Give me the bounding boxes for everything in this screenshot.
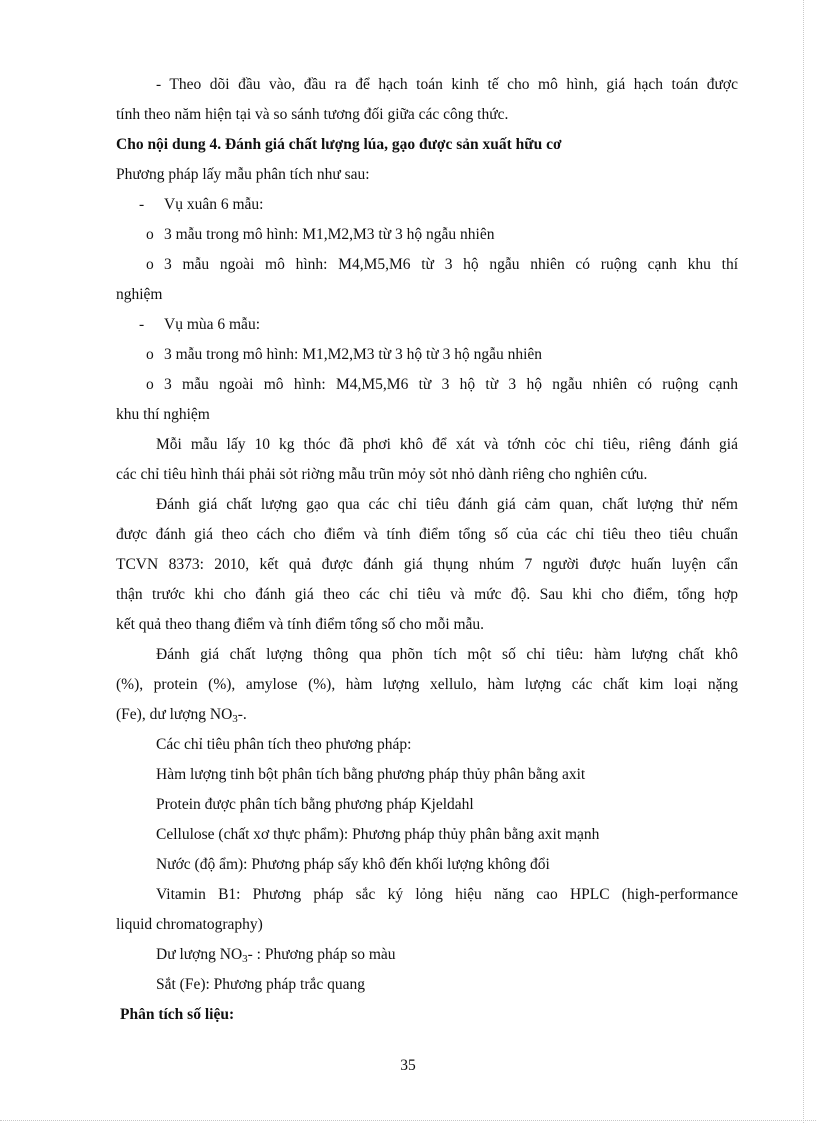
paragraph-line: Mỗi mẫu lấy 10 kg thóc đã phơi khô để xát và tớnh cỏc chỉ tiêu, riêng đánh giá (156, 436, 738, 453)
paragraph-line: các chỉ tiêu hình thái phải sỏt riờng mẫu trũn mỏy sỏt nhỏ dành riêng cho nghiên cứu. (116, 466, 648, 483)
paragraph-line: thận trước khi cho đánh giá theo các chỉ tiêu và mức độ. Sau khi cho điểm, tổng hợp (116, 586, 738, 603)
list-item-title: Vụ mùa 6 mẫu: (164, 316, 260, 333)
right-margin-rule (803, 0, 804, 1123)
text-run: Dư lượng NO (156, 946, 243, 963)
method-item: Cellulose (chất xơ thực phẩm): Phương pháp thủy phân bằng axit mạnh (156, 826, 600, 843)
method-item-continuation: liquid chromatography) (116, 916, 263, 933)
list-item: 3 mẫu trong mô hình: M1,M2,M3 từ 3 hộ từ 3 hộ ngẫu nhiên (164, 346, 543, 363)
paragraph-line: Các chỉ tiêu phân tích theo phương pháp: (156, 736, 412, 753)
list-item-continuation: nghiệm (116, 286, 163, 303)
method-item: Protein được phân tích bằng phương pháp Kjeldahl (156, 796, 474, 813)
paragraph-line: Đánh giá chất lượng gạo qua các chỉ tiêu đánh giá cảm quan, chất lượng thử nếm (156, 496, 738, 513)
list-item-title: Vụ xuân 6 mẫu: (164, 196, 264, 213)
bottom-margin-rule (0, 1120, 816, 1121)
paragraph-line: Đánh giá chất lượng thông qua phõn tích một số chỉ tiêu: hàm lượng chất khô (156, 646, 738, 663)
circle-bullet-icon: o (146, 346, 154, 363)
method-item: Vitamin B1: Phương pháp sắc ký lỏng hiệu năng cao HPLC (high-performance (156, 886, 738, 903)
paragraph-line: - Theo dõi đầu vào, đầu ra để hạch toán kinh tế cho mô hình, giá hạch toán được (156, 76, 738, 93)
circle-bullet-icon: o (146, 376, 154, 393)
dash-marker: - (139, 196, 145, 213)
paragraph-line: (%), protein (%), amylose (%), hàm lượng xellulo, hàm lượng các chất kim loại nặng (116, 676, 738, 693)
method-item (156, 945, 396, 965)
subscript: 3 (242, 953, 248, 965)
list-item: 3 mẫu trong mô hình: M1,M2,M3 từ 3 hộ ngẫu nhiên (164, 226, 495, 243)
circle-bullet-icon: o (146, 226, 154, 243)
subscript: 3 (232, 713, 238, 725)
paragraph-line: kết quả theo thang điểm và tính điểm tổng số cho mỗi mẫu. (116, 616, 485, 633)
paragraph-line (116, 705, 247, 725)
text-run: - : Phương pháp so màu (247, 946, 396, 963)
list-item: 3 mẫu ngoài mô hình: M4,M5,M6 từ 3 hộ ngẫu nhiên có ruộng cạnh khu thí (164, 256, 738, 273)
dash-marker: - (139, 316, 145, 333)
section-heading: Cho nội dung 4. Đánh giá chất lượng lúa, gạo được sản xuất hữu cơ (116, 136, 562, 153)
paragraph-line: TCVN 8373: 2010, kết quả được đánh giá thụng nhúm 7 người được huấn luyện cẩn (116, 556, 738, 573)
section-heading: Phân tích số liệu: (120, 1006, 235, 1023)
method-item: Nước (độ ẩm): Phương pháp sấy khô đến khối lượng không đổi (156, 856, 550, 873)
method-item: Hàm lượng tinh bột phân tích bằng phương pháp thủy phân bằng axit (156, 766, 586, 783)
page-number: 35 (400, 1057, 416, 1074)
paragraph-line: Phương pháp lấy mẫu phân tích như sau: (116, 166, 370, 183)
text-run: -. (237, 706, 247, 723)
paragraph-line: tính theo năm hiện tại và so sánh tương đối giữa các công thức. (116, 106, 509, 123)
circle-bullet-icon: o (146, 256, 154, 273)
list-item: 3 mẫu ngoài mô hình: M4,M5,M6 từ 3 hộ từ 3 hộ ngẫu nhiên có ruộng cạnh (164, 376, 738, 393)
list-item-continuation: khu thí nghiệm (116, 406, 210, 423)
text-run: (Fe), dư lượng NO (116, 706, 233, 723)
method-item: Sắt (Fe): Phương pháp trắc quang (156, 976, 366, 993)
paragraph-line: được đánh giá theo cách cho điểm và tính điểm tổng số của các chỉ tiêu theo tiêu chuẩn (116, 526, 738, 543)
